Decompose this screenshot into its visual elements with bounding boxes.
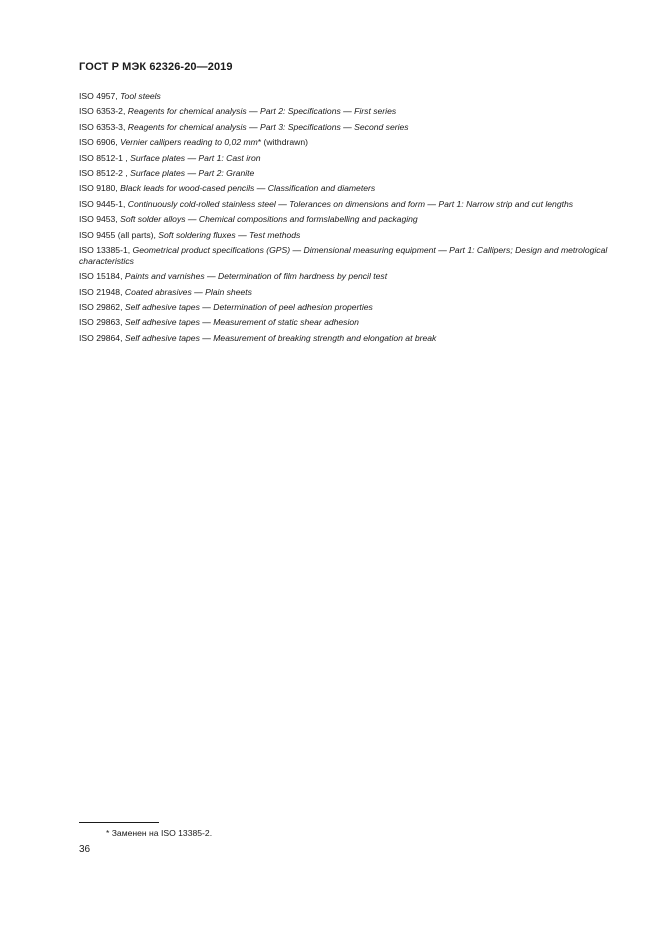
reference-number: ISO 9445-1,: [79, 198, 128, 209]
reference-item: [79, 302, 617, 313]
reference-item: [79, 245, 617, 267]
reference-number: ISO 9180,: [79, 183, 121, 194]
page-number: 36: [79, 844, 91, 855]
reference-number: ISO 6906,: [79, 137, 121, 148]
reference-number: ISO 8512-1 ,: [79, 152, 131, 163]
reference-title: Surface plates — Part 2: Granite: [130, 167, 255, 178]
reference-number: ISO 29862,: [79, 302, 125, 313]
footnote-divider: [79, 822, 159, 823]
reference-title: Self adhesive tapes — Measurement of breaking strength and elongation at break: [124, 332, 437, 343]
reference-item: [79, 153, 617, 164]
reference-item: [79, 106, 617, 117]
reference-title: Geometrical product specifications (GPS) — Dimensional measuring equipment — Part 1: Callipers; Design and metrological characteristics: [79, 244, 608, 266]
reference-title: Coated abrasives — Plain sheets: [124, 286, 252, 297]
reference-list: [79, 91, 617, 348]
reference-item: [79, 271, 617, 282]
reference-item: [79, 91, 617, 102]
reference-title: Reagents for chemical analysis — Part 2: Specifications — First series: [127, 106, 397, 117]
reference-number: ISO 6353-2,: [79, 106, 128, 117]
reference-item: [79, 230, 617, 241]
reference-number: ISO 15184,: [79, 271, 125, 282]
reference-item: [79, 333, 617, 344]
reference-item: [79, 122, 617, 133]
document-header: ГОСТ Р МЭК 62326-20—2019: [79, 61, 233, 73]
reference-title: Vernier callipers reading to 0,02 mm: [120, 137, 258, 148]
reference-item: [79, 199, 617, 210]
reference-title: Soft soldering fluxes — Test methods: [158, 229, 301, 240]
reference-title: Continuously cold-rolled stainless steel — Tolerances on dimensions and form — Part 1: Narrow strip and cut lengths: [127, 198, 574, 209]
reference-number: ISO 8512-2 ,: [79, 167, 131, 178]
reference-item: [79, 317, 617, 328]
reference-title: Tool steels: [120, 91, 161, 101]
reference-item: [79, 168, 617, 179]
reference-title: Surface plates — Part 1: Cast iron: [130, 152, 261, 163]
reference-item: [79, 137, 617, 148]
reference-number: ISO 29864,: [79, 332, 125, 343]
reference-title: Paints and varnishes — Determination of film hardness by pencil test: [124, 271, 388, 282]
reference-title: Reagents for chemical analysis — Part 3: Specifications — Second series: [127, 121, 409, 132]
reference-number: ISO 13385-1,: [79, 244, 133, 255]
reference-number: ISO 9455 (all parts),: [79, 229, 159, 240]
reference-title: Black leads for wood-cased pencils — Classification and diameters: [120, 183, 376, 194]
reference-number: ISO 4957,: [79, 91, 121, 101]
footnote: * Заменен на ISO 13385-2.: [106, 828, 213, 838]
reference-number: ISO 6353-3,: [79, 121, 128, 132]
reference-number: ISO 21948,: [79, 286, 125, 297]
reference-number: ISO 9453,: [79, 214, 121, 225]
reference-item: [79, 214, 617, 225]
reference-title: Soft solder alloys — Chemical compositions and formslabelling and packaging: [120, 214, 418, 225]
reference-item: [79, 287, 617, 298]
reference-title: Self adhesive tapes — Measurement of static shear adhesion: [124, 317, 359, 328]
reference-title: Self adhesive tapes — Determination of peel adhesion properties: [124, 302, 373, 313]
reference-number: ISO 29863,: [79, 317, 125, 328]
reference-item: [79, 183, 617, 194]
reference-suffix: * (withdrawn): [257, 137, 308, 148]
